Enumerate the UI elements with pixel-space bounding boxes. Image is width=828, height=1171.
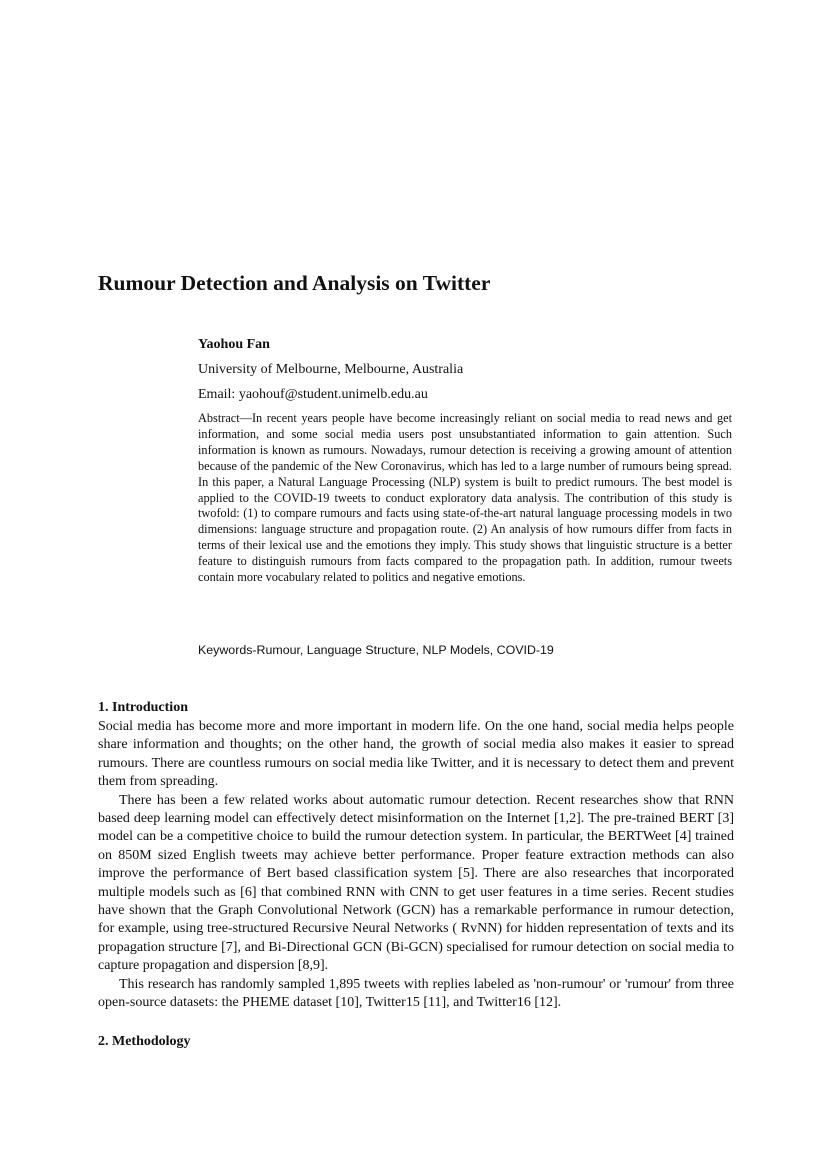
section-heading: 1. Introduction [98,700,188,715]
author-name: Yaohou Fan [198,337,270,352]
author-block [198,334,738,409]
abstract: Abstract—In recent years people have become increasingly reliant on social media to read news and get information, and some social media users post unsubstantiated information to gain attention. Such information is known as rumours. Nowadays, rumour detection is receiving a growing amount of attention because of the pandemic of the New Coronavirus, which has led to a large number of rumours being spread. In this paper, a Natural Language Processing (NLP) system is built to predict rumours. The best model is applied to the COVID-19 tweets to conduct exploratory data analysis. The contribution of this study is twofold: (1) to compare rumours and facts using state-of-the-art natural language processing models in two dimensions: language structure and propagation route. (2) An analysis of how rumours differ from facts in terms of their lexical use and the emotions they imply. This study shows that linguistic structure is a better feature to distinguish rumours from facts compared to the propagation path. In addition, rumour tweets contain more vocabulary related to politics and negative emotions. [198,411,732,585]
keywords: Keywords-Rumour, Language Structure, NLP Models, COVID-19 [198,643,554,657]
section-introduction [98,698,734,1013]
author-email: Email: yaohouf@student.unimelb.edu.au [198,387,428,402]
section-heading: 2. Methodology [98,1034,191,1049]
paragraph: This research has randomly sampled 1,895 tweets with replies labeled as 'non-rumour' or 'rumour' from three open-source datasets: the PHEME dataset [10], Twitter15 [11], and Twitter16 [12]. [98,976,734,1011]
author-affiliation: University of Melbourne, Melbourne, Australia [198,362,464,377]
paragraph: There has been a few related works about automatic rumour detection. Recent researches show that RNN based deep learning model can effectively detect misinformation on the Internet [1,2]. The pre-trained BERT [3] model can be a competitive choice to build the rumour detection system. In particular, the BERTWeet [4] trained on 850M sized English tweets may achieve better performance. Proper feature extraction methods can also improve the performance of Bert based classification system [5]. There are also researches that incorporated multiple models such as [6] that combined RNN with CNN to get user features in a time series. Recent studies have shown that the Graph Convolutional Network (GCN) has a remarkable performance in rumour detection, for example, using tree-structured Recursive Neural Networks ( RvNN) for hidden representation of texts and its propagation structure [7], and Bi-Directional GCN (Bi-GCN) specialised for rumour detection on social media to capture propagation and dispersion [8,9]. [98,792,734,974]
paper-title: Rumour Detection and Analysis on Twitter [98,271,491,295]
section-methodology [98,1032,734,1052]
paragraph: Social media has become more and more important in modern life. On the one hand, social media helps people share information and thoughts; on the other hand, the growth of social media also makes it easier to spread rumours. There are countless rumours on social media like Twitter, and it is necessary to detect them and prevent them from spreading. [98,719,734,790]
